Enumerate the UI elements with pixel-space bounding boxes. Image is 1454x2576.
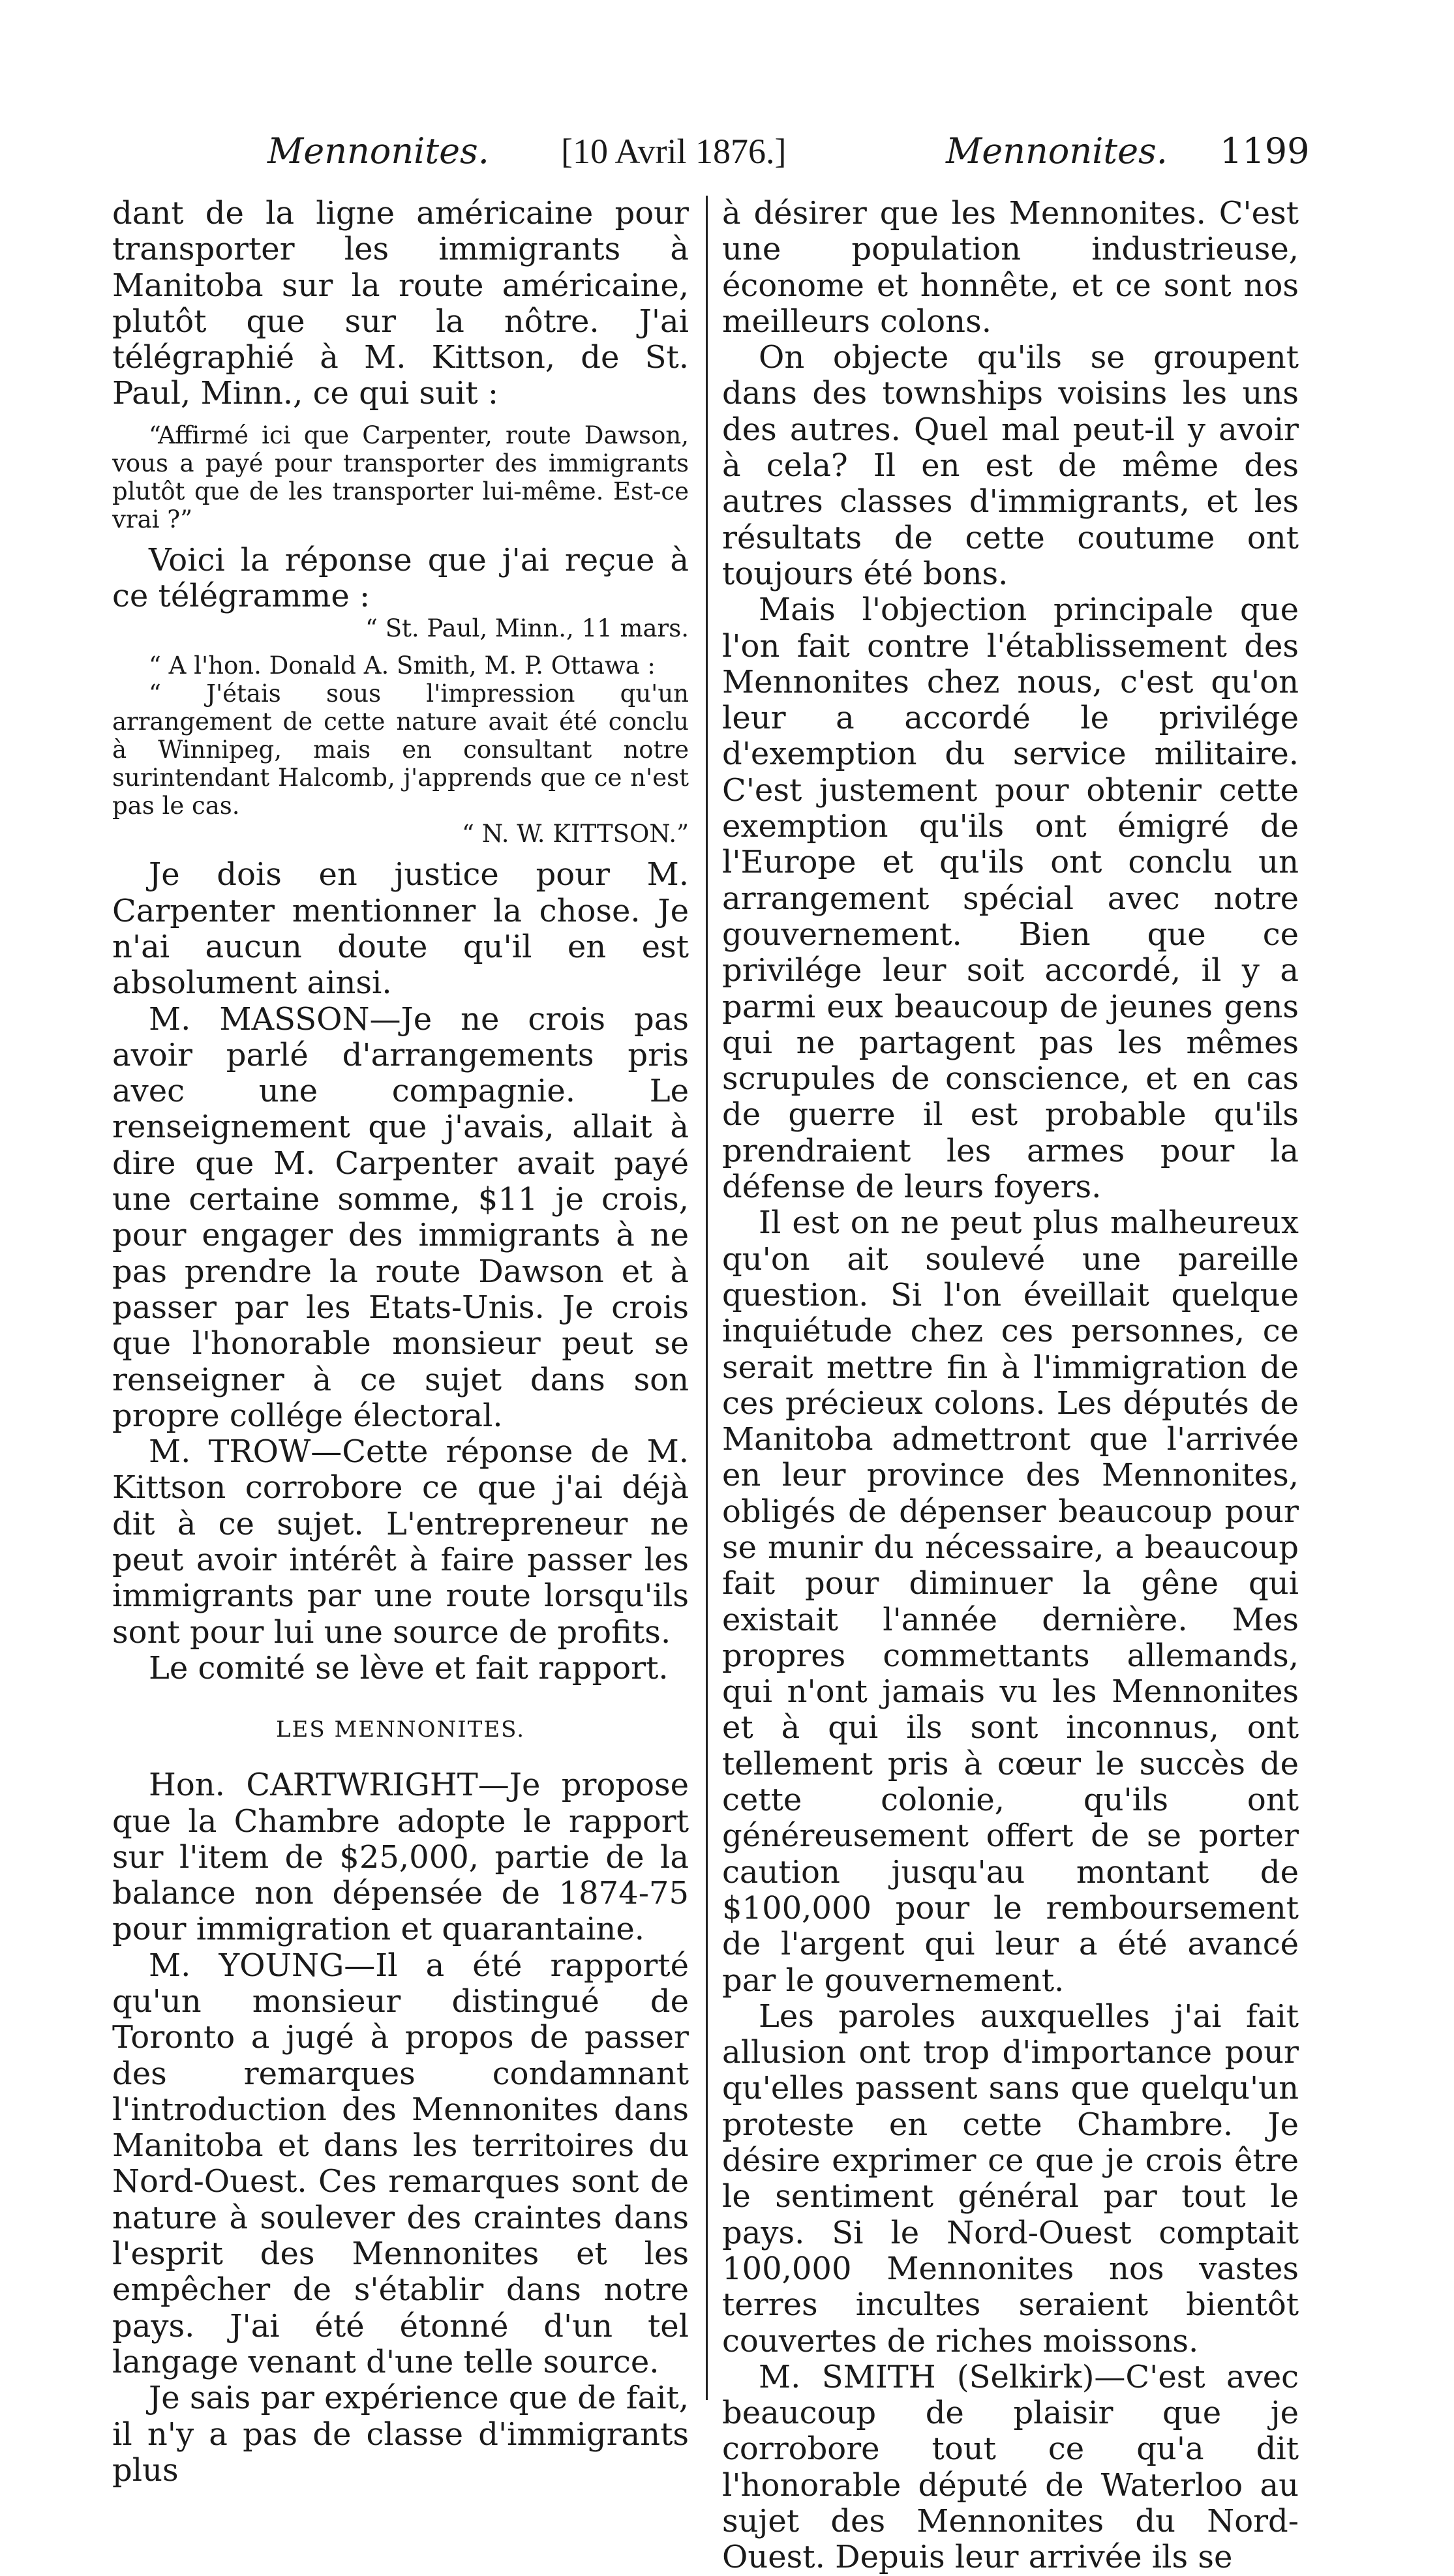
paragraph: à désirer que les Mennonites. C'est une population industrieuse, économe et honnête, et ce sont nos meilleurs colons. xyxy=(722,195,1299,340)
header-date: [10 Avril 1876.] xyxy=(561,132,787,171)
paragraph: Les paroles auxquelles j'ai fait allusion ont trop d'importance pour qu'elles passent sans que quelqu'un proteste en cette Chambre. Je désire exprimer ce que je crois être le sentiment général par tout le pays. Si le Nord-Ouest comptait 100,000 Mennonites nos vastes terres incultes seraient bientôt couvertes de riches moissons. xyxy=(722,1998,1299,2359)
paragraph: Il est on ne peut plus malheureux qu'on ait soulevé une pareille question. Si l'on éveillait quelque inquiétude chez ces personnes, ce serait mettre fin à l'immigration de ces précieux colons. Les députés de Manitoba admettront que l'arrivée en leur province des Mennonites, obligés de dépenser beaucoup pour se munir du nécessaire, a beaucoup fait pour diminuer la gêne qui existait l'année dernière. Mes propres commettants allemands, qui n'ont jamais vu les Mennonites et à qui ils sont inconnus, ont tellement pris à cœur le succès de cette colonie, qu'ils ont généreusement offert de se porter caution jusqu'au montant de $100,000 pour le remboursement de l'argent qui leur a été avancé par le gouvernement. xyxy=(722,1205,1299,1999)
telegram-quote: “Affirmé ici que Carpenter, route Dawson, vous a payé pour transporter des immigrants plutôt que de les transporter lui-même. Est-ce vrai ?” xyxy=(112,421,689,533)
paragraph: Voici la réponse que j'ai reçue à ce télégramme : xyxy=(112,541,689,615)
paragraph: Je sais par expérience que de fait, il n'y a pas de classe d'immigrants plus xyxy=(112,2380,689,2489)
telegram-addressee: “ A l'hon. Donald A. Smith, M. P. Ottawa : xyxy=(149,651,656,680)
left-column xyxy=(112,196,689,2489)
paragraph: On objecte qu'ils se groupent dans des townships voisins les uns des autres. Quel mal peut-il y avoir à cela? Il en est de même des autres classes d'immigrants, et les résultats de cette coutume ont toujours été bons. xyxy=(722,339,1299,592)
paragraph: M. YOUNG—Il a été rapporté qu'un monsieur distingué de Toronto a jugé à propos de passer des remarques condamnant l'introduction des Mennonites dans Manitoba et dans les territoires du Nord-Ouest. Ces remarques sont de nature à soulever des craintes dans l'esprit des Mennonites et les empêcher de s'établir dans notre pays. J'ai été étonné d'un tel langage venant d'une telle source. xyxy=(112,1947,689,2380)
telegram-signature: “ N. W. KITTSON.” xyxy=(462,820,689,848)
section-heading: LES MENNONITES. xyxy=(275,1716,526,1743)
paragraph: M. MASSON—Je ne crois pas avoir parlé d'arrangements pris avec une compagnie. Le renseignement que j'avais, allait à dire que M. Carpenter avait payé une certaine somme, $11 je crois, pour engager des immigrants à ne pas prendre la route Dawson et à passer par les Etats-Unis. Je crois que l'honorable monsieur peut se renseigner à ce sujet dans son propre collége électoral. xyxy=(112,1000,689,1434)
paragraph: M. TROW—Cette réponse de M. Kittson corrobore ce que j'ai déjà dit à ce sujet. L'entrepreneur ne peut avoir intérêt à faire passer les immigrants par une route lorsqu'ils sont pour lui une source de profits. xyxy=(112,1433,689,1651)
paragraph: Hon. CARTWRIGHT—Je propose que la Chambre adopte le rapport sur l'item de $25,000, partie de la balance non dépensée de 1874-75 pour immigration et quarantaine. xyxy=(112,1767,689,1948)
header-left-title: Mennonites. xyxy=(267,130,489,172)
header-right-title: Mennonites. xyxy=(946,130,1168,172)
telegram-dateline: “ St. Paul, Minn., 11 mars. xyxy=(365,614,689,643)
paragraph: M. SMITH (Selkirk)—C'est avec beaucoup de plaisir que je corrobore tout ce qu'a dit l'honorable député de Waterloo au sujet des Mennonites du Nord-Ouest. Depuis leur arrivée ils se xyxy=(722,2358,1299,2576)
right-column xyxy=(722,196,1299,2576)
column-divider xyxy=(706,196,708,2400)
paragraph: Le comité se lève et fait rapport. xyxy=(149,1649,669,1686)
paragraph: Mais l'objection principale que l'on fait contre l'établissement des Mennonites chez nous, c'est qu'on leur a accordé le privilége d'exemption du service militaire. C'est justement pour obtenir cette exemption qu'ils ont émigré de l'Europe et qu'ils ont conclu un arrangement spécial avec notre gouvernement. Bien que ce privilége leur soit accordé, il y a parmi eux beaucoup de jeunes gens qui ne partagent pas les mêmes scrupules de conscience, et en cas de guerre il est probable qu'ils prendraient les armes pour la défense de leurs foyers. xyxy=(722,592,1299,1206)
page-number: 1199 xyxy=(1220,130,1310,172)
running-header xyxy=(0,125,1454,177)
paragraph: dant de la ligne américaine pour transporter les immigrants à Manitoba sur la route américaine, plutôt que sur la nôtre. J'ai télégraphié à M. Kittson, de St. Paul, Minn., ce qui suit : xyxy=(112,195,689,412)
telegram-body: “ J'étais sous l'impression qu'un arrangement de cette nature avait été conclu à Winnipeg, mais en consultant notre surintendant Halcomb, j'apprends que ce n'est pas le cas. xyxy=(112,680,689,820)
paragraph: Je dois en justice pour M. Carpenter mentionner la chose. Je n'ai aucun doute qu'il en est absolument ainsi. xyxy=(112,856,689,1002)
